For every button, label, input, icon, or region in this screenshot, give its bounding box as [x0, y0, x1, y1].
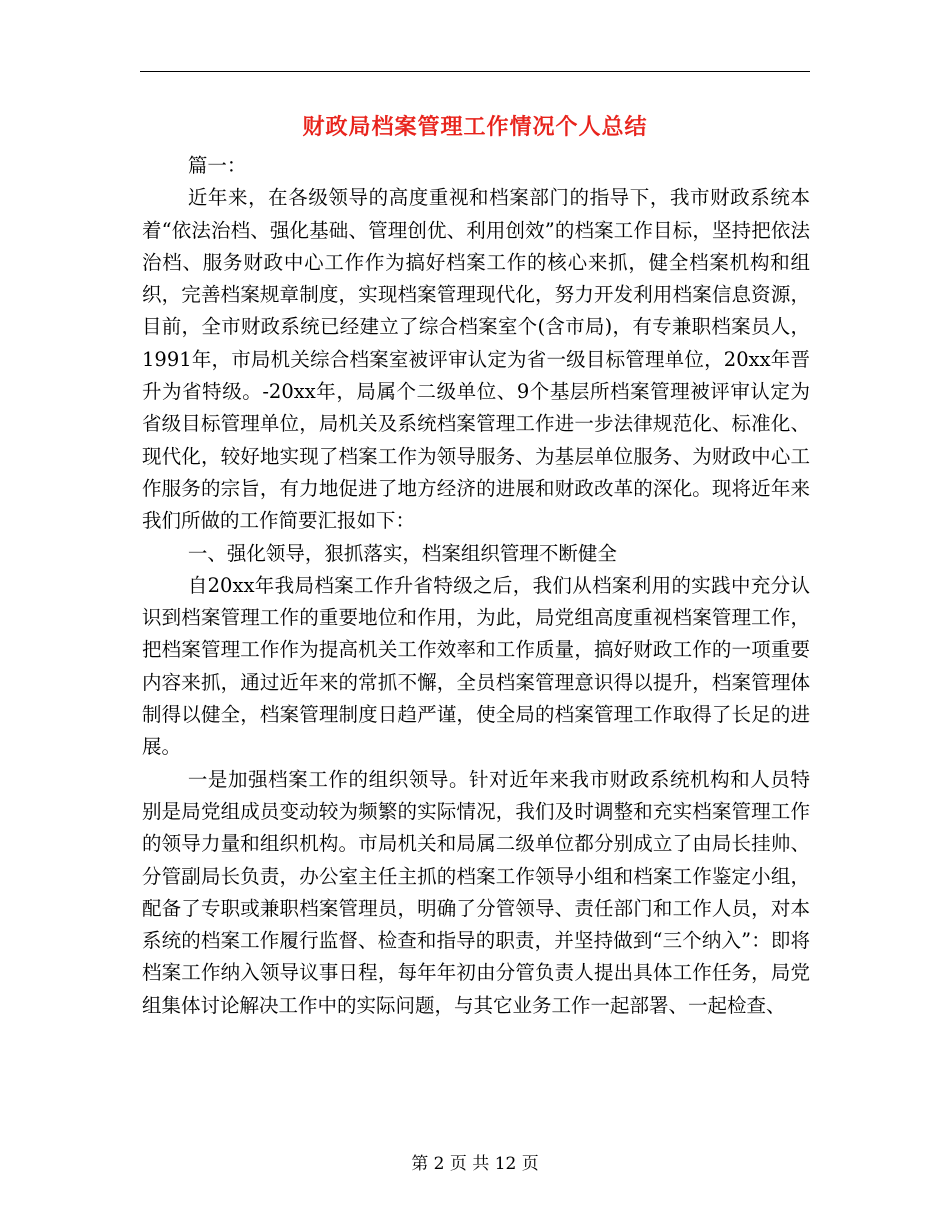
- document-title: 财政局档案管理工作情况个人总结: [302, 114, 648, 140]
- paragraph-intro: 近年来，在各级领导的高度重视和档案部门的指导下，我市财政系统本着“依法治档、强化基础、管理创优、利用创效”的档案工作目标，坚持把依法治档、服务财政中心工作作为搞好档案工作的核心来抓，健全档案机构和组织，完善档案规章制度，实现档案管理现代化，努力开发利用档案信息资源，目前，全市财政系统已经建立了综合档案室个(含市局)，有专兼职档案员人，1991年，市局机关综合档案室被评审认定为省一级目标管理单位，20xx年晋升为省特级。-20xx年，局属个二级单位、9个基层所档案管理被评审认定为省级目标管理单位，局机关及系统档案管理工作进一步法律规范化、标准化、现代化，较好地实现了档案工作为领导服务、为基层单位服务、为财政中心工作服务的宗旨，有力地促进了地方经济的进展和财政改革的深化。现将近年来我们所做的工作简要汇报如下：: [142, 186, 810, 533]
- section-label: 篇一：: [187, 154, 247, 177]
- page-number: 第 2 页 共 12 页: [411, 1154, 539, 1174]
- header-rule: [140, 71, 810, 72]
- section-heading: 一、强化领导，狠抓落实，档案组织管理不断健全: [187, 541, 617, 565]
- paragraph-leadership: 一是加强档案工作的组织领导。针对近年来我市财政系统机构和人员特别是局党组成员变动较为频繁的实际情况，我们及时调整和充实档案管理工作的领导力量和组织机构。市局机关和局属二级单位都分别成立了由局长挂帅、分管副局长负责，办公室主任主抓的档案工作领导小组和档案工作鉴定小组，配备了专职或兼职档案管理员，明确了分管领导、责任部门和工作人员，对本系统的档案工作履行监督、检查和指导的职责，并坚持做到“三个纳入”：即将档案工作纳入领导议事日程，每年年初由分管负责人提出具体工作任务，局党组集体讨论解决工作中的实际问题，与其它业务工作一起部署、一起检查、: [142, 767, 810, 1017]
- document-body: [142, 150, 810, 1022]
- paragraph-overview: 自20xx年我局档案工作升省特级之后，我们从档案利用的实践中充分认识到档案管理工作的重要地位和作用，为此，局党组高度重视档案管理工作，把档案管理工作作为提高机关工作效率和工作质量，搞好财政工作的一项重要内容来抓，通过近年来的常抓不懈，全员档案管理意识得以提升，档案管理体制得以健全，档案管理制度日趋严谨，使全局的档案管理工作取得了长足的进展。: [142, 573, 810, 759]
